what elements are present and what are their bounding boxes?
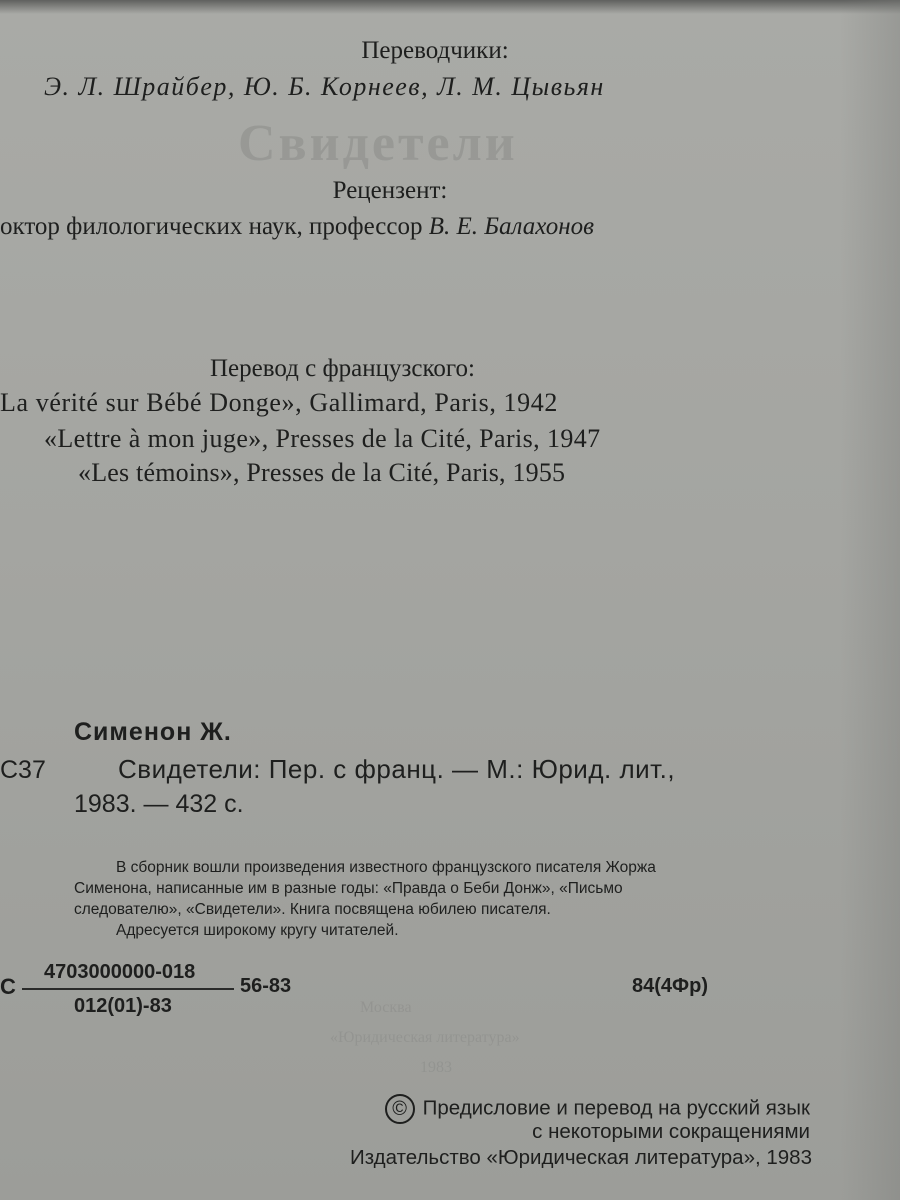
original-line-3: «Les témoins», Presses de la Cité, Paris, 1955 — [78, 458, 566, 487]
index-prefix: С — [0, 974, 16, 999]
catalog-annotation-1: В сборник вошли произведения известного французского писателя Жоржа — [116, 859, 656, 876]
reviewer-line — [0, 214, 594, 239]
copyright-line-2: с некоторыми сокращениями — [532, 1120, 810, 1143]
catalog-line-1: Свидетели: Пер. с франц. — М.: Юрид. лит., — [118, 754, 676, 784]
page-top-shadow — [0, 0, 900, 14]
catalog-annotation-3: следователю», «Свидетели». Книга посвящена юбилею писателя. — [74, 901, 551, 918]
index-fraction-line — [22, 988, 234, 990]
catalog-code: С37 — [0, 756, 46, 784]
index-numerator: 4703000000-018 — [44, 961, 196, 983]
bleed-through-year: 1983 — [420, 1059, 452, 1076]
original-line-1: La vérité sur Bébé Donge», Gallimard, Paris, 1942 — [0, 388, 558, 417]
bleed-through-title: Свидетели — [238, 115, 518, 172]
index-suffix: 56-83 — [240, 975, 292, 997]
reviewer-title: октор филологических наук, профессор — [0, 213, 423, 240]
reviewer-heading: Рецензент: — [332, 177, 448, 204]
copyright-icon: © — [385, 1094, 415, 1124]
copyright-line-3: Издательство «Юридическая литература», 1983 — [349, 1146, 812, 1169]
bleed-through-publisher: «Юридическая литература» — [330, 1029, 520, 1046]
copyright-text-1: Предисловие и перевод на русский язык — [422, 1096, 810, 1120]
catalog-author: Сименон Ж. — [74, 718, 232, 746]
translators-names: Э. Л. Шрайбер, Ю. Б. Корнеев, Л. М. Цывьян — [44, 72, 605, 101]
translators-heading: Переводчики: — [361, 37, 509, 64]
original-heading: Перевод с французского: — [210, 355, 475, 382]
bleed-through-city: Москва — [360, 999, 412, 1016]
catalog-audience: Адресуется широкому кругу читателей. — [116, 922, 399, 939]
page-right-shadow — [840, 0, 900, 1200]
original-line-2: «Lettre à mon juge», Presses de la Cité, Paris, 1947 — [44, 424, 601, 453]
index-denominator: 012(01)-83 — [74, 995, 172, 1017]
catalog-line-2: 1983. — 432 с. — [74, 790, 244, 818]
catalog-annotation-2: Сименона, написанные им в разные годы: «Правда о Беби Донж», «Письмо — [74, 880, 623, 897]
bbk-code: 84(4Фр) — [632, 975, 708, 997]
reviewer-name: В. Е. Балахонов — [428, 213, 594, 240]
